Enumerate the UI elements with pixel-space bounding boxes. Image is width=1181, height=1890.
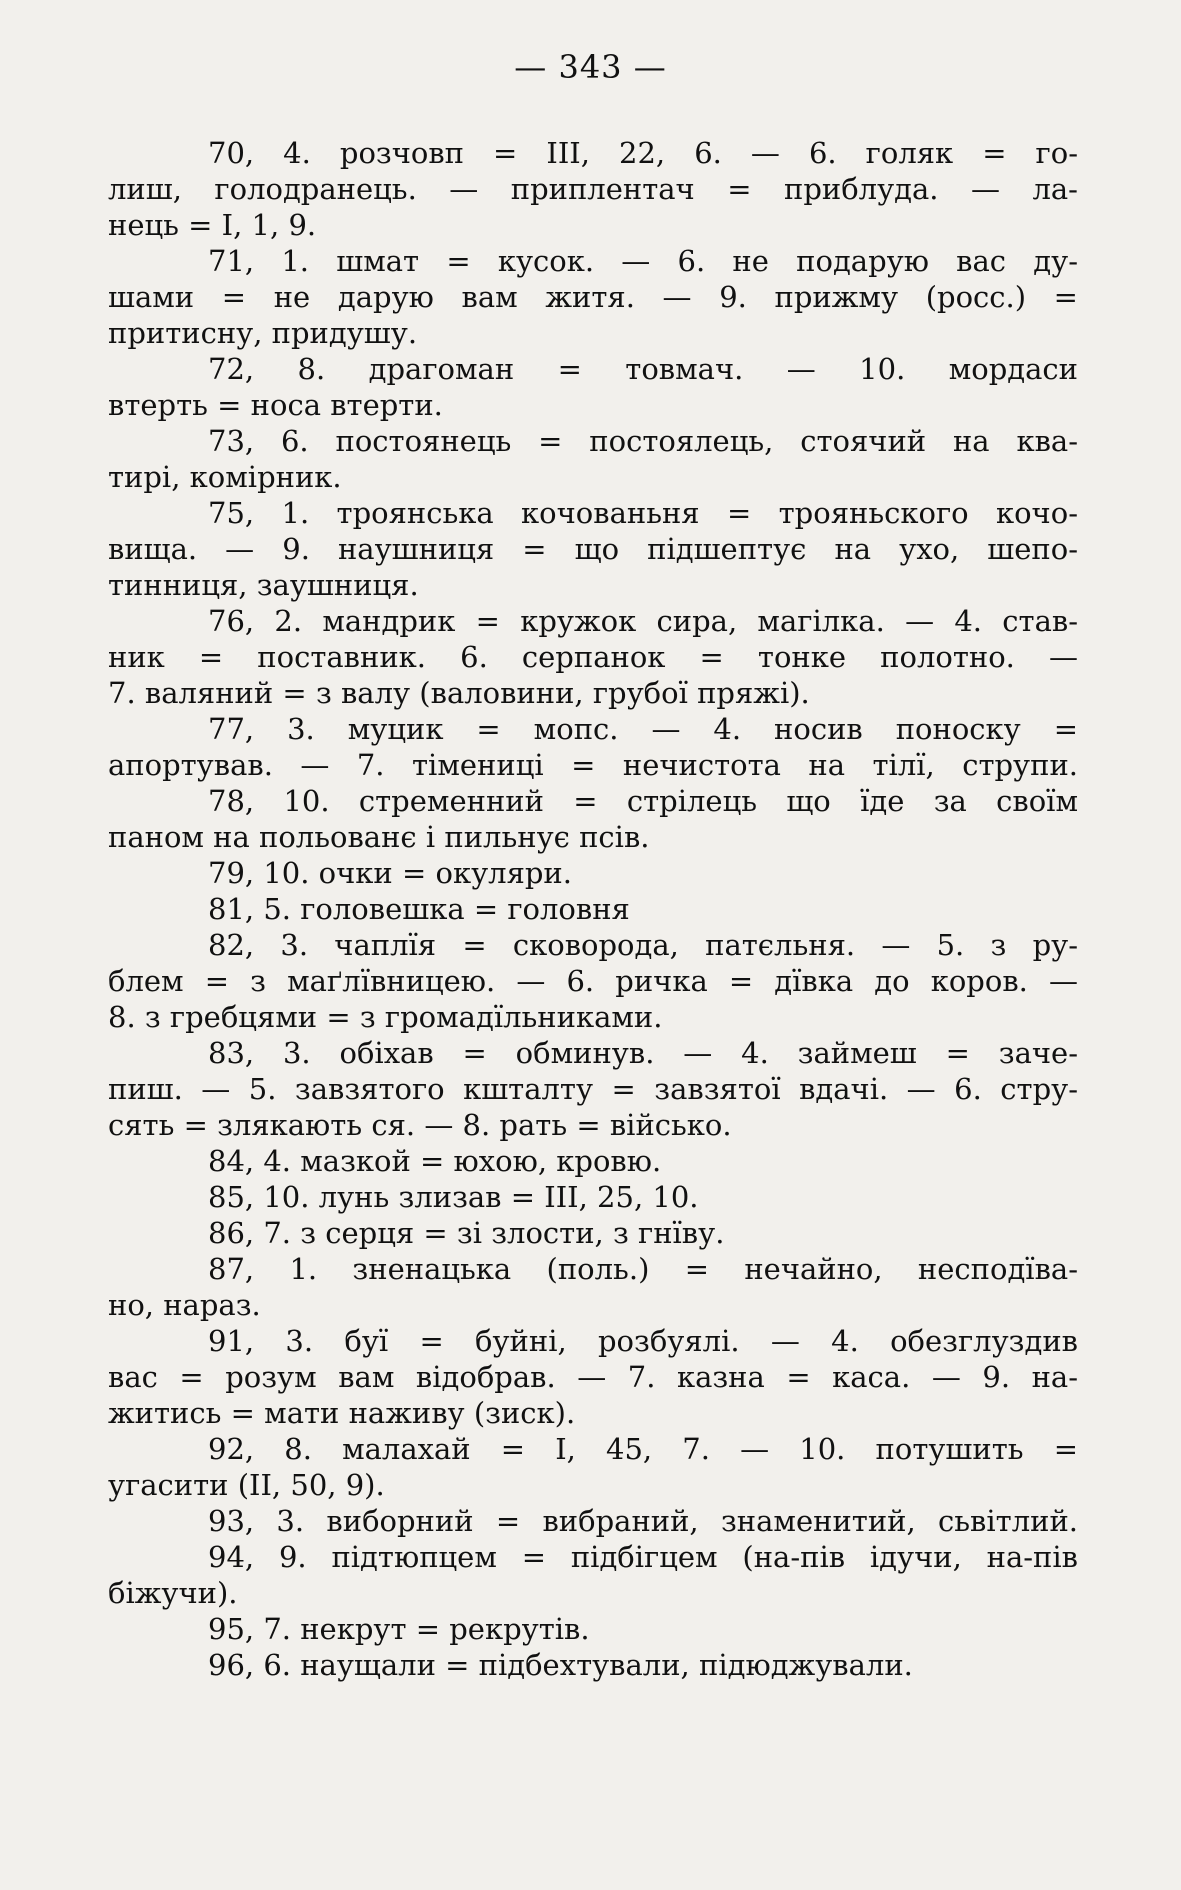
text-line: пиш. — 5. завзятого кшталту = завзятої вдачі. — 6. стру- [108,1072,1078,1106]
text-line: 93, 3. виборний = вибраний, знаменитий, сьвітлий. [208,1504,1078,1538]
text-line: 73, 6. постоянець = постоялець, стоячий на ква- [208,424,1078,458]
text-line: 79, 10. очки = окуляри. [208,856,572,890]
text-line: 94, 9. підтюпцем = підбігцем (на-пів ідучи, на-пів [208,1540,1078,1574]
text-line: 85, 10. лунь злизав = III, 25, 10. [208,1180,699,1214]
text-line: 96, 6. наущали = підбехтували, підюджували. [208,1648,913,1682]
text-line: 83, 3. обіхав = обминув. — 4. займеш = заче- [208,1036,1078,1070]
text-line: 81, 5. головешка = головня [208,892,630,926]
text-line: 78, 10. стременний = стрілець що їде за своїм [208,784,1078,818]
text-line: 84, 4. мазкой = юхою, кровю. [208,1144,662,1178]
text-line: тирі, комірник. [108,460,342,494]
text-line: угасити (II, 50, 9). [108,1468,385,1502]
text-line: но, нараз. [108,1288,261,1322]
text-line: шами = не дарую вам житя. — 9. прижму (росс.) = [108,280,1078,314]
text-line: апортував. — 7. тімениці = нечистота на тілї, струпи. [108,748,1078,782]
text-line: 8. з гребцями = з громадїльниками. [108,1000,663,1034]
text-line: 82, 3. чаплїя = сковорода, патєльня. — 5. з ру- [208,928,1078,962]
text-line: біжучи). [108,1576,238,1610]
text-line: 75, 1. троянська кочованьня = трояньского кочо- [208,496,1078,530]
text-line: тинниця, заушниця. [108,568,419,602]
text-line: 92, 8. малахай = I, 45, 7. — 10. потушить = [208,1432,1078,1466]
text-line: 70, 4. розчовп = III, 22, 6. — 6. голяк = го- [208,136,1078,170]
page-number: — 343 — [514,48,667,86]
text-line: 76, 2. мандрик = кружок сира, магілка. — 4. став- [208,604,1078,638]
text-line: блем = з маґлївницею. — 6. ричка = дївка до коров. — [108,964,1078,998]
text-line: вас = розум вам відобрав. — 7. казна = каса. — 9. на- [108,1360,1078,1394]
text-line: паном на польованє і пильнує псів. [108,820,650,854]
text-line: ник = поставник. 6. серпанок = тонке полотно. — [108,640,1078,674]
text-line: притисну, придушу. [108,316,418,350]
text-line: 95, 7. некрут = рекрутів. [208,1612,590,1646]
text-line: сять = злякають ся. — 8. рать = військо. [108,1108,732,1142]
text-line: 77, 3. муцик = мопс. — 4. носив поноску = [208,712,1078,746]
text-line: 7. валяний = з валу (валовини, грубої пряжі). [108,676,810,710]
text-line: 72, 8. драгоман = товмач. — 10. мордаси [208,352,1078,386]
text-line: вища. — 9. наушниця = що підшептує на ухо, шепо- [108,532,1078,566]
text-line: 91, 3. буї = буйні, розбуялі. — 4. обезглуздив [208,1324,1078,1358]
text-line: 71, 1. шмат = кусок. — 6. не подарую вас ду- [208,244,1078,278]
text-line: житись = мати наживу (зиск). [108,1396,576,1430]
text-line: нець = I, 1, 9. [108,208,317,242]
text-line: 87, 1. зненацька (поль.) = нечайно, несподїва- [208,1252,1078,1286]
text-line: лиш, голодранець. — приплентач = приблуда. — ла- [108,172,1078,206]
text-line: втерть = носа втерти. [108,388,443,422]
text-line: 86, 7. з серця = зі злости, з гнїву. [208,1216,725,1250]
